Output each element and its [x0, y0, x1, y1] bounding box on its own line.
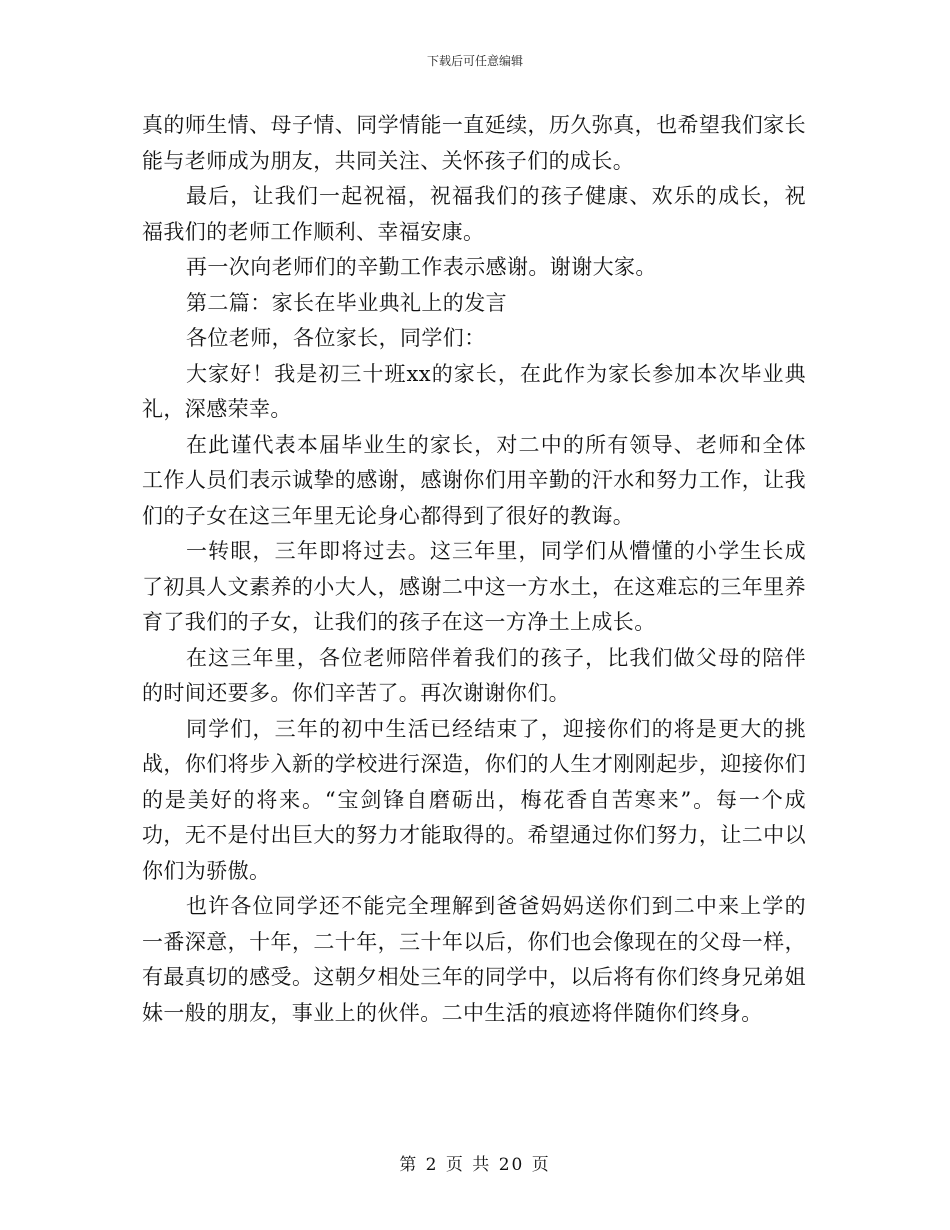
page-footer: 第 2 页 共 20 页: [399, 1155, 551, 1175]
paragraph: 在此谨代表本届毕业生的家长，对二中的所有领导、老师和全体工作人员们表示诚挚的感谢，感谢你们用辛勤的汗水和努力工作，让我们的子女在这三年里无论身心都得到了很好的教诲。: [142, 432, 806, 528]
section-heading: 第二篇：家长在毕业典礼上的发言: [186, 290, 507, 315]
paragraph: 再一次向老师们的辛勤工作表示感谢。谢谢大家。: [186, 255, 657, 279]
document-body: [142, 108, 806, 1031]
page-header: 下载后可任意编辑: [426, 54, 523, 68]
paragraph: 真的师生情、母子情、同学情能一直延续，历久弥真，也希望我们家长能与老师成为朋友，共同关注、关怀孩子们的成长。: [142, 113, 806, 173]
paragraph: 同学们，三年的初中生活已经结束了，迎接你们的将是更大的挑战，你们将步入新的学校进行深造，你们的人生才刚刚起步，迎接你们的是美好的将来。“宝剑锋自磨砺出，梅花香自苦寒来”。每一个成功，无不是付出巨大的努力才能取得的。希望通过你们努力，让二中以你们为骄傲。: [142, 716, 806, 883]
paragraph: 最后，让我们一起祝福，祝福我们的孩子健康、欢乐的成长，祝福我们的老师工作顺利、幸福安康。: [142, 184, 806, 244]
paragraph: 也许各位同学还不能完全理解到爸爸妈妈送你们到二中来上学的一番深意，十年，二十年，三十年以后，你们也会像现在的父母一样，有最真切的感受。这朝夕相处三年的同学中，以后将有你们终身兄弟姐妹一般的朋友，事业上的伙伴。二中生活的痕迹将伴随你们终身。: [142, 894, 806, 1025]
paragraph: 在这三年里，各位老师陪伴着我们的孩子，比我们做父母的陪伴的时间还要多。你们辛苦了。再次谢谢你们。: [142, 645, 806, 705]
paragraph: 大家好！我是初三十班xx的家长，在此作为家长参加本次毕业典礼，深感荣幸。: [142, 361, 806, 421]
salutation: 各位老师，各位家长，同学们：: [186, 326, 486, 350]
paragraph: 一转眼，三年即将过去。这三年里，同学们从懵懂的小学生长成了初具人文素养的小大人，感谢二中这一方水土，在这难忘的三年里养育了我们的子女，让我们的孩子在这一方净土上成长。: [142, 539, 806, 634]
